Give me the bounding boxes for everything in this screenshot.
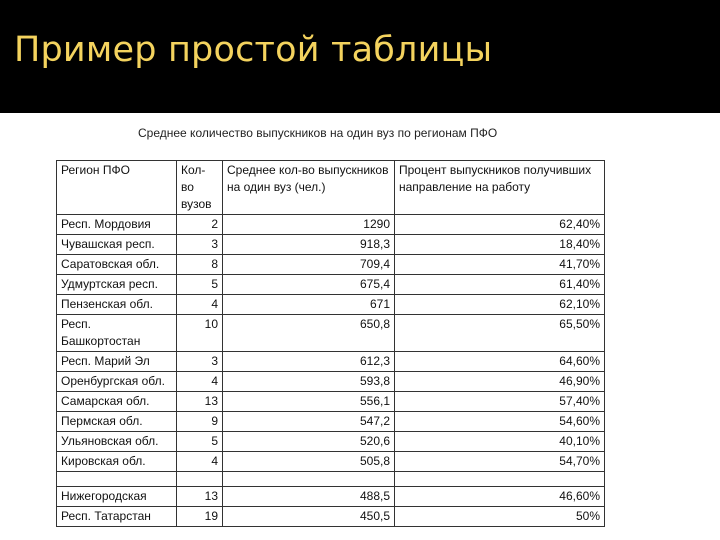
table-row (57, 487, 605, 507)
region-cell: Саратовская обл. (57, 255, 177, 275)
employment-percent-cell (395, 472, 605, 487)
table-row (57, 255, 605, 275)
avg-graduates-cell: 612,3 (223, 352, 395, 372)
column-header-avg-graduates: Среднее кол-во выпускников на один вуз (чел.) (223, 161, 395, 215)
table-row (57, 352, 605, 372)
table-caption: Среднее количество выпускников на один вуз по регионам ПФО (138, 126, 498, 140)
avg-graduates-cell: 547,2 (223, 412, 395, 432)
table-row (57, 235, 605, 255)
universities-cell: 3 (177, 235, 223, 255)
universities-cell: 8 (177, 255, 223, 275)
column-header-region: Регион ПФО (57, 161, 177, 215)
table-row (57, 452, 605, 472)
universities-cell: 3 (177, 352, 223, 372)
avg-graduates-cell: 556,1 (223, 392, 395, 412)
avg-graduates-cell: 520,6 (223, 432, 395, 452)
table-row (57, 275, 605, 295)
employment-percent-cell: 65,50% (395, 315, 605, 352)
employment-percent-cell: 62,10% (395, 295, 605, 315)
table-row (57, 372, 605, 392)
table-row (57, 412, 605, 432)
avg-graduates-cell: 505,8 (223, 452, 395, 472)
table-row (57, 295, 605, 315)
employment-percent-cell: 54,70% (395, 452, 605, 472)
universities-cell: 5 (177, 432, 223, 452)
column-header-employment-percent: Процент выпускников получивших направление на работу (395, 161, 605, 215)
avg-graduates-cell: 675,4 (223, 275, 395, 295)
avg-graduates-cell: 488,5 (223, 487, 395, 507)
avg-graduates-cell: 709,4 (223, 255, 395, 275)
avg-graduates-cell: 450,5 (223, 507, 395, 527)
column-header-universities: Кол-во вузов (177, 161, 223, 215)
employment-percent-cell: 41,70% (395, 255, 605, 275)
employment-percent-cell: 57,40% (395, 392, 605, 412)
table-row (57, 315, 605, 352)
avg-graduates-cell: 650,8 (223, 315, 395, 352)
table-row (57, 392, 605, 412)
header-row (57, 161, 605, 215)
universities-cell: 13 (177, 487, 223, 507)
region-cell: Респ. Башкортостан (57, 315, 177, 352)
universities-cell: 5 (177, 275, 223, 295)
employment-percent-cell: 46,60% (395, 487, 605, 507)
employment-percent-cell: 62,40% (395, 215, 605, 235)
employment-percent-cell: 18,40% (395, 235, 605, 255)
region-cell (57, 472, 177, 487)
table-row (57, 215, 605, 235)
universities-cell: 2 (177, 215, 223, 235)
region-cell: Самарская обл. (57, 392, 177, 412)
avg-graduates-cell: 671 (223, 295, 395, 315)
employment-percent-cell: 40,10% (395, 432, 605, 452)
region-cell: Ульяновская обл. (57, 432, 177, 452)
graduates-table (56, 160, 605, 527)
region-cell: Нижегородская (57, 487, 177, 507)
slide-title: Пример простой таблицы (14, 30, 493, 70)
universities-cell: 4 (177, 295, 223, 315)
avg-graduates-cell: 593,8 (223, 372, 395, 392)
employment-percent-cell: 50% (395, 507, 605, 527)
slide-header (0, 0, 720, 113)
employment-percent-cell: 64,60% (395, 352, 605, 372)
region-cell: Респ. Татарстан (57, 507, 177, 527)
region-cell: Чувашская респ. (57, 235, 177, 255)
universities-cell (177, 472, 223, 487)
region-cell: Оренбургская обл. (57, 372, 177, 392)
avg-graduates-cell: 918,3 (223, 235, 395, 255)
universities-cell: 4 (177, 452, 223, 472)
region-cell: Пензенская обл. (57, 295, 177, 315)
universities-cell: 19 (177, 507, 223, 527)
region-cell: Пермская обл. (57, 412, 177, 432)
employment-percent-cell: 54,60% (395, 412, 605, 432)
table-row (57, 472, 605, 487)
universities-cell: 9 (177, 412, 223, 432)
employment-percent-cell: 61,40% (395, 275, 605, 295)
region-cell: Удмуртская респ. (57, 275, 177, 295)
universities-cell: 4 (177, 372, 223, 392)
avg-graduates-cell: 1290 (223, 215, 395, 235)
region-cell: Респ. Мордовия (57, 215, 177, 235)
region-cell: Респ. Марий Эл (57, 352, 177, 372)
table-body (57, 215, 605, 527)
region-cell: Кировская обл. (57, 452, 177, 472)
employment-percent-cell: 46,90% (395, 372, 605, 392)
universities-cell: 13 (177, 392, 223, 412)
table-row (57, 507, 605, 527)
table-row (57, 432, 605, 452)
avg-graduates-cell (223, 472, 395, 487)
universities-cell: 10 (177, 315, 223, 352)
